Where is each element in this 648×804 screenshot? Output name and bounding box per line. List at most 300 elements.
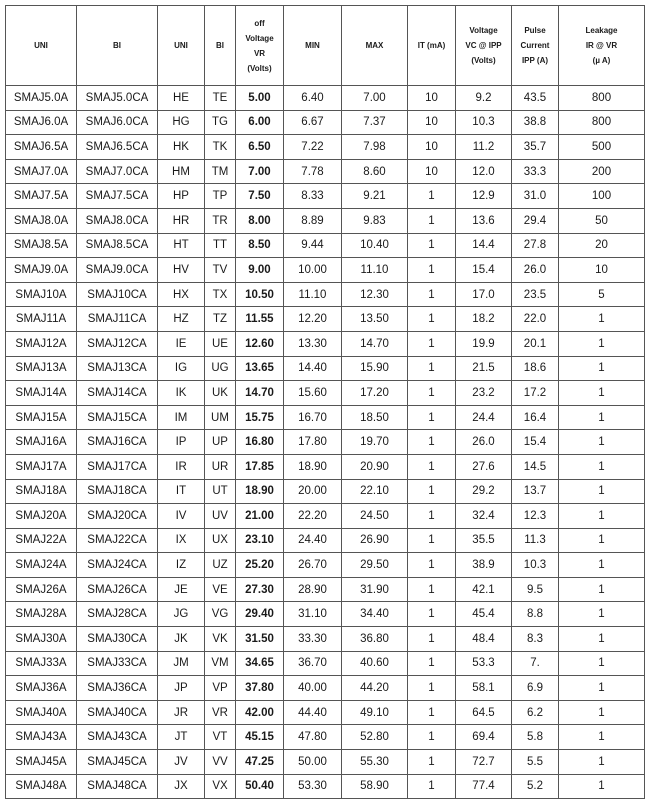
test-current-cell: 1 — [408, 331, 456, 356]
column-header — [284, 6, 342, 86]
uni-part-cell: SMAJ15A — [6, 405, 77, 430]
breakdown-max-cell: 11.10 — [342, 258, 408, 283]
uni-part-cell: SMAJ36A — [6, 676, 77, 701]
column-header-line: MAX — [365, 41, 384, 50]
uni-part-cell: SMAJ11A — [6, 307, 77, 332]
table-row — [6, 258, 645, 283]
clamping-voltage-cell: 17.0 — [456, 282, 512, 307]
clamping-voltage-cell: 77.4 — [456, 774, 512, 799]
test-current-cell: 1 — [408, 356, 456, 381]
bi-marking-cell: UK — [205, 381, 236, 406]
clamping-voltage-cell: 53.3 — [456, 651, 512, 676]
breakdown-min-cell: 26.70 — [284, 553, 342, 578]
table-body — [6, 86, 645, 799]
bi-part-cell: SMAJ20CA — [77, 504, 158, 529]
test-current-cell: 1 — [408, 233, 456, 258]
bi-part-cell: SMAJ13CA — [77, 356, 158, 381]
breakdown-min-cell: 18.90 — [284, 454, 342, 479]
leakage-current-cell: 1 — [559, 528, 645, 553]
column-header — [408, 6, 456, 86]
table-row — [6, 651, 645, 676]
clamping-voltage-cell: 15.4 — [456, 258, 512, 283]
pulse-current-cell: 26.0 — [512, 258, 559, 283]
breakdown-min-cell: 9.44 — [284, 233, 342, 258]
uni-marking-cell: HE — [158, 86, 205, 111]
standoff-voltage-cell: 7.00 — [236, 159, 284, 184]
bi-part-cell: SMAJ45CA — [77, 750, 158, 775]
test-current-cell: 10 — [408, 86, 456, 111]
leakage-current-cell: 1 — [559, 307, 645, 332]
uni-part-cell: SMAJ26A — [6, 577, 77, 602]
pulse-current-cell: 38.8 — [512, 110, 559, 135]
uni-marking-cell: IM — [158, 405, 205, 430]
bi-part-cell: SMAJ18CA — [77, 479, 158, 504]
table-row — [6, 135, 645, 160]
bi-marking-cell: TX — [205, 282, 236, 307]
breakdown-max-cell: 19.70 — [342, 430, 408, 455]
breakdown-min-cell: 13.30 — [284, 331, 342, 356]
column-header-line: IR @ VR — [585, 41, 618, 50]
bi-marking-cell: UP — [205, 430, 236, 455]
test-current-cell: 10 — [408, 110, 456, 135]
bi-part-cell: SMAJ6.5CA — [77, 135, 158, 160]
uni-part-cell: SMAJ8.0A — [6, 208, 77, 233]
standoff-voltage-cell: 14.70 — [236, 381, 284, 406]
breakdown-max-cell: 7.00 — [342, 86, 408, 111]
standoff-voltage-cell: 21.00 — [236, 504, 284, 529]
bi-part-cell: SMAJ8.5CA — [77, 233, 158, 258]
clamping-voltage-cell: 35.5 — [456, 528, 512, 553]
column-header-line: UNI — [34, 41, 48, 50]
test-current-cell: 1 — [408, 381, 456, 406]
table-row — [6, 750, 645, 775]
breakdown-max-cell: 22.10 — [342, 479, 408, 504]
pulse-current-cell: 27.8 — [512, 233, 559, 258]
uni-part-cell: SMAJ7.5A — [6, 184, 77, 209]
breakdown-max-cell: 15.90 — [342, 356, 408, 381]
test-current-cell: 10 — [408, 159, 456, 184]
standoff-voltage-cell: 6.00 — [236, 110, 284, 135]
clamping-voltage-cell: 26.0 — [456, 430, 512, 455]
bi-part-cell: SMAJ17CA — [77, 454, 158, 479]
clamping-voltage-cell: 18.2 — [456, 307, 512, 332]
breakdown-max-cell: 13.50 — [342, 307, 408, 332]
uni-marking-cell: HK — [158, 135, 205, 160]
column-header-line: off — [254, 18, 265, 28]
uni-part-cell: SMAJ45A — [6, 750, 77, 775]
pulse-current-cell: 5.5 — [512, 750, 559, 775]
table-row — [6, 356, 645, 381]
pulse-current-cell: 29.4 — [512, 208, 559, 233]
standoff-voltage-cell: 15.75 — [236, 405, 284, 430]
table-row — [6, 676, 645, 701]
standoff-voltage-cell: 29.40 — [236, 602, 284, 627]
uni-marking-cell: IT — [158, 479, 205, 504]
breakdown-min-cell: 6.67 — [284, 110, 342, 135]
breakdown-max-cell: 52.80 — [342, 725, 408, 750]
test-current-cell: 1 — [408, 750, 456, 775]
breakdown-min-cell: 40.00 — [284, 676, 342, 701]
bi-marking-cell: VV — [205, 750, 236, 775]
test-current-cell: 1 — [408, 504, 456, 529]
leakage-current-cell: 1 — [559, 553, 645, 578]
standoff-voltage-cell: 37.80 — [236, 676, 284, 701]
standoff-voltage-cell: 17.85 — [236, 454, 284, 479]
standoff-voltage-cell: 27.30 — [236, 577, 284, 602]
breakdown-min-cell: 16.70 — [284, 405, 342, 430]
breakdown-min-cell: 6.40 — [284, 86, 342, 111]
uni-part-cell: SMAJ10A — [6, 282, 77, 307]
column-header — [512, 6, 559, 86]
standoff-voltage-cell: 16.80 — [236, 430, 284, 455]
uni-marking-cell: HM — [158, 159, 205, 184]
clamping-voltage-cell: 42.1 — [456, 577, 512, 602]
test-current-cell: 1 — [408, 405, 456, 430]
column-header — [77, 6, 158, 86]
table-row — [6, 504, 645, 529]
leakage-current-cell: 10 — [559, 258, 645, 283]
breakdown-max-cell: 24.50 — [342, 504, 408, 529]
bi-part-cell: SMAJ40CA — [77, 700, 158, 725]
test-current-cell: 1 — [408, 627, 456, 652]
column-header-line: Pulse — [524, 26, 546, 35]
column-header — [158, 6, 205, 86]
pulse-current-cell: 6.2 — [512, 700, 559, 725]
bi-part-cell: SMAJ26CA — [77, 577, 158, 602]
standoff-voltage-cell: 34.65 — [236, 651, 284, 676]
pulse-current-cell: 8.8 — [512, 602, 559, 627]
clamping-voltage-cell: 69.4 — [456, 725, 512, 750]
standoff-voltage-cell: 5.00 — [236, 86, 284, 111]
pulse-current-cell: 16.4 — [512, 405, 559, 430]
breakdown-max-cell: 29.50 — [342, 553, 408, 578]
uni-part-cell: SMAJ9.0A — [6, 258, 77, 283]
table-row — [6, 307, 645, 332]
leakage-current-cell: 800 — [559, 110, 645, 135]
uni-part-cell: SMAJ6.0A — [6, 110, 77, 135]
uni-marking-cell: JE — [158, 577, 205, 602]
pulse-current-cell: 12.3 — [512, 504, 559, 529]
breakdown-min-cell: 31.10 — [284, 602, 342, 627]
test-current-cell: 1 — [408, 528, 456, 553]
bi-part-cell: SMAJ5.0CA — [77, 86, 158, 111]
pulse-current-cell: 5.8 — [512, 725, 559, 750]
clamping-voltage-cell: 27.6 — [456, 454, 512, 479]
pulse-current-cell: 11.3 — [512, 528, 559, 553]
column-header-line: (Volts) — [247, 63, 272, 73]
bi-part-cell: SMAJ7.0CA — [77, 159, 158, 184]
uni-part-cell: SMAJ17A — [6, 454, 77, 479]
bi-part-cell: SMAJ28CA — [77, 602, 158, 627]
pulse-current-cell: 17.2 — [512, 381, 559, 406]
standoff-voltage-cell: 23.10 — [236, 528, 284, 553]
standoff-voltage-cell: 10.50 — [236, 282, 284, 307]
test-current-cell: 1 — [408, 184, 456, 209]
bi-marking-cell: VR — [205, 700, 236, 725]
table-row — [6, 110, 645, 135]
bi-part-cell: SMAJ12CA — [77, 331, 158, 356]
pulse-current-cell: 13.7 — [512, 479, 559, 504]
bi-marking-cell: UG — [205, 356, 236, 381]
breakdown-min-cell: 7.22 — [284, 135, 342, 160]
table-row — [6, 184, 645, 209]
breakdown-max-cell: 9.21 — [342, 184, 408, 209]
breakdown-min-cell: 53.30 — [284, 774, 342, 799]
breakdown-min-cell: 44.40 — [284, 700, 342, 725]
column-header-line: BI — [113, 41, 121, 50]
test-current-cell: 1 — [408, 454, 456, 479]
leakage-current-cell: 1 — [559, 700, 645, 725]
pulse-current-cell: 14.5 — [512, 454, 559, 479]
pulse-current-cell: 23.5 — [512, 282, 559, 307]
uni-marking-cell: IV — [158, 504, 205, 529]
breakdown-min-cell: 14.40 — [284, 356, 342, 381]
leakage-current-cell: 800 — [559, 86, 645, 111]
uni-marking-cell: HR — [158, 208, 205, 233]
breakdown-min-cell: 28.90 — [284, 577, 342, 602]
column-header-line: UNI — [174, 41, 188, 50]
pulse-current-cell: 9.5 — [512, 577, 559, 602]
breakdown-max-cell: 7.98 — [342, 135, 408, 160]
test-current-cell: 1 — [408, 676, 456, 701]
bi-part-cell: SMAJ48CA — [77, 774, 158, 799]
clamping-voltage-cell: 10.3 — [456, 110, 512, 135]
table-row — [6, 528, 645, 553]
table-row — [6, 553, 645, 578]
column-header — [342, 6, 408, 86]
test-current-cell: 1 — [408, 307, 456, 332]
bi-part-cell: SMAJ9.0CA — [77, 258, 158, 283]
leakage-current-cell: 50 — [559, 208, 645, 233]
breakdown-max-cell: 31.90 — [342, 577, 408, 602]
uni-marking-cell: HV — [158, 258, 205, 283]
uni-part-cell: SMAJ12A — [6, 331, 77, 356]
table-row — [6, 627, 645, 652]
uni-marking-cell: JR — [158, 700, 205, 725]
breakdown-min-cell: 17.80 — [284, 430, 342, 455]
test-current-cell: 1 — [408, 479, 456, 504]
breakdown-max-cell: 26.90 — [342, 528, 408, 553]
leakage-current-cell: 1 — [559, 430, 645, 455]
pulse-current-cell: 7. — [512, 651, 559, 676]
leakage-current-cell: 1 — [559, 725, 645, 750]
uni-part-cell: SMAJ22A — [6, 528, 77, 553]
clamping-voltage-cell: 23.2 — [456, 381, 512, 406]
tvs-diode-spec-table — [5, 5, 645, 799]
pulse-current-cell: 10.3 — [512, 553, 559, 578]
uni-marking-cell: IX — [158, 528, 205, 553]
bi-marking-cell: VK — [205, 627, 236, 652]
table-row — [6, 577, 645, 602]
uni-part-cell: SMAJ33A — [6, 651, 77, 676]
bi-marking-cell: TK — [205, 135, 236, 160]
test-current-cell: 1 — [408, 700, 456, 725]
breakdown-max-cell: 10.40 — [342, 233, 408, 258]
uni-marking-cell: JG — [158, 602, 205, 627]
breakdown-max-cell: 49.10 — [342, 700, 408, 725]
clamping-voltage-cell: 24.4 — [456, 405, 512, 430]
standoff-voltage-cell: 9.00 — [236, 258, 284, 283]
leakage-current-cell: 1 — [559, 627, 645, 652]
column-header-line: (µ A) — [592, 56, 611, 65]
uni-marking-cell: JM — [158, 651, 205, 676]
uni-part-cell: SMAJ7.0A — [6, 159, 77, 184]
uni-marking-cell: IK — [158, 381, 205, 406]
clamping-voltage-cell: 19.9 — [456, 331, 512, 356]
column-header — [236, 6, 284, 86]
uni-marking-cell: IG — [158, 356, 205, 381]
uni-marking-cell: HG — [158, 110, 205, 135]
breakdown-max-cell: 55.30 — [342, 750, 408, 775]
uni-marking-cell: IP — [158, 430, 205, 455]
breakdown-min-cell: 33.30 — [284, 627, 342, 652]
uni-part-cell: SMAJ43A — [6, 725, 77, 750]
clamping-voltage-cell: 14.4 — [456, 233, 512, 258]
pulse-current-cell: 15.4 — [512, 430, 559, 455]
table-row — [6, 381, 645, 406]
uni-part-cell: SMAJ8.5A — [6, 233, 77, 258]
bi-marking-cell: VX — [205, 774, 236, 799]
standoff-voltage-cell: 6.50 — [236, 135, 284, 160]
breakdown-max-cell: 40.60 — [342, 651, 408, 676]
clamping-voltage-cell: 72.7 — [456, 750, 512, 775]
table-row — [6, 725, 645, 750]
uni-part-cell: SMAJ24A — [6, 553, 77, 578]
uni-part-cell: SMAJ30A — [6, 627, 77, 652]
uni-part-cell: SMAJ6.5A — [6, 135, 77, 160]
test-current-cell: 10 — [408, 135, 456, 160]
table-header-row — [6, 6, 645, 86]
uni-part-cell: SMAJ14A — [6, 381, 77, 406]
test-current-cell: 1 — [408, 774, 456, 799]
test-current-cell: 1 — [408, 725, 456, 750]
bi-part-cell: SMAJ7.5CA — [77, 184, 158, 209]
table-row — [6, 331, 645, 356]
bi-part-cell: SMAJ15CA — [77, 405, 158, 430]
uni-marking-cell: JT — [158, 725, 205, 750]
standoff-voltage-cell: 7.50 — [236, 184, 284, 209]
bi-part-cell: SMAJ8.0CA — [77, 208, 158, 233]
bi-marking-cell: VM — [205, 651, 236, 676]
uni-part-cell: SMAJ20A — [6, 504, 77, 529]
uni-marking-cell: IZ — [158, 553, 205, 578]
breakdown-max-cell: 20.90 — [342, 454, 408, 479]
breakdown-max-cell: 18.50 — [342, 405, 408, 430]
clamping-voltage-cell: 12.0 — [456, 159, 512, 184]
bi-marking-cell: TR — [205, 208, 236, 233]
breakdown-max-cell: 58.90 — [342, 774, 408, 799]
bi-part-cell: SMAJ43CA — [77, 725, 158, 750]
leakage-current-cell: 20 — [559, 233, 645, 258]
bi-marking-cell: TM — [205, 159, 236, 184]
test-current-cell: 1 — [408, 208, 456, 233]
pulse-current-cell: 8.3 — [512, 627, 559, 652]
bi-marking-cell: TV — [205, 258, 236, 283]
breakdown-max-cell: 14.70 — [342, 331, 408, 356]
standoff-voltage-cell: 18.90 — [236, 479, 284, 504]
uni-part-cell: SMAJ13A — [6, 356, 77, 381]
column-header — [456, 6, 512, 86]
uni-part-cell: SMAJ40A — [6, 700, 77, 725]
clamping-voltage-cell: 11.2 — [456, 135, 512, 160]
breakdown-max-cell: 36.80 — [342, 627, 408, 652]
standoff-voltage-cell: 45.15 — [236, 725, 284, 750]
test-current-cell: 1 — [408, 258, 456, 283]
leakage-current-cell: 1 — [559, 454, 645, 479]
table-row — [6, 774, 645, 799]
clamping-voltage-cell: 29.2 — [456, 479, 512, 504]
breakdown-min-cell: 24.40 — [284, 528, 342, 553]
table-row — [6, 86, 645, 111]
test-current-cell: 1 — [408, 577, 456, 602]
bi-marking-cell: UT — [205, 479, 236, 504]
leakage-current-cell: 100 — [559, 184, 645, 209]
uni-marking-cell: JK — [158, 627, 205, 652]
clamping-voltage-cell: 48.4 — [456, 627, 512, 652]
leakage-current-cell: 1 — [559, 577, 645, 602]
uni-marking-cell: IE — [158, 331, 205, 356]
bi-marking-cell: UX — [205, 528, 236, 553]
bi-part-cell: SMAJ22CA — [77, 528, 158, 553]
breakdown-min-cell: 10.00 — [284, 258, 342, 283]
bi-marking-cell: UE — [205, 331, 236, 356]
leakage-current-cell: 1 — [559, 651, 645, 676]
table-row — [6, 479, 645, 504]
breakdown-min-cell: 8.33 — [284, 184, 342, 209]
clamping-voltage-cell: 38.9 — [456, 553, 512, 578]
uni-marking-cell: JP — [158, 676, 205, 701]
column-header-line: VC @ IPP — [465, 41, 502, 50]
table-row — [6, 282, 645, 307]
leakage-current-cell: 1 — [559, 602, 645, 627]
bi-marking-cell: UR — [205, 454, 236, 479]
pulse-current-cell: 31.0 — [512, 184, 559, 209]
table-row — [6, 233, 645, 258]
bi-marking-cell: VE — [205, 577, 236, 602]
bi-marking-cell: VG — [205, 602, 236, 627]
uni-marking-cell: HZ — [158, 307, 205, 332]
column-header — [6, 6, 77, 86]
uni-part-cell: SMAJ5.0A — [6, 86, 77, 111]
uni-part-cell: SMAJ48A — [6, 774, 77, 799]
standoff-voltage-cell: 11.55 — [236, 307, 284, 332]
bi-marking-cell: UZ — [205, 553, 236, 578]
bi-part-cell: SMAJ36CA — [77, 676, 158, 701]
clamping-voltage-cell: 45.4 — [456, 602, 512, 627]
uni-marking-cell: HX — [158, 282, 205, 307]
breakdown-min-cell: 12.20 — [284, 307, 342, 332]
breakdown-max-cell: 44.20 — [342, 676, 408, 701]
leakage-current-cell: 1 — [559, 774, 645, 799]
uni-marking-cell: IR — [158, 454, 205, 479]
table-row — [6, 700, 645, 725]
bi-marking-cell: VT — [205, 725, 236, 750]
bi-part-cell: SMAJ30CA — [77, 627, 158, 652]
clamping-voltage-cell: 13.6 — [456, 208, 512, 233]
standoff-voltage-cell: 13.65 — [236, 356, 284, 381]
leakage-current-cell: 1 — [559, 750, 645, 775]
bi-marking-cell: UV — [205, 504, 236, 529]
standoff-voltage-cell: 8.50 — [236, 233, 284, 258]
column-header-line: Current — [520, 41, 550, 50]
uni-part-cell: SMAJ28A — [6, 602, 77, 627]
bi-part-cell: SMAJ6.0CA — [77, 110, 158, 135]
breakdown-max-cell: 12.30 — [342, 282, 408, 307]
table-row — [6, 454, 645, 479]
clamping-voltage-cell: 32.4 — [456, 504, 512, 529]
leakage-current-cell: 1 — [559, 504, 645, 529]
uni-part-cell: SMAJ18A — [6, 479, 77, 504]
